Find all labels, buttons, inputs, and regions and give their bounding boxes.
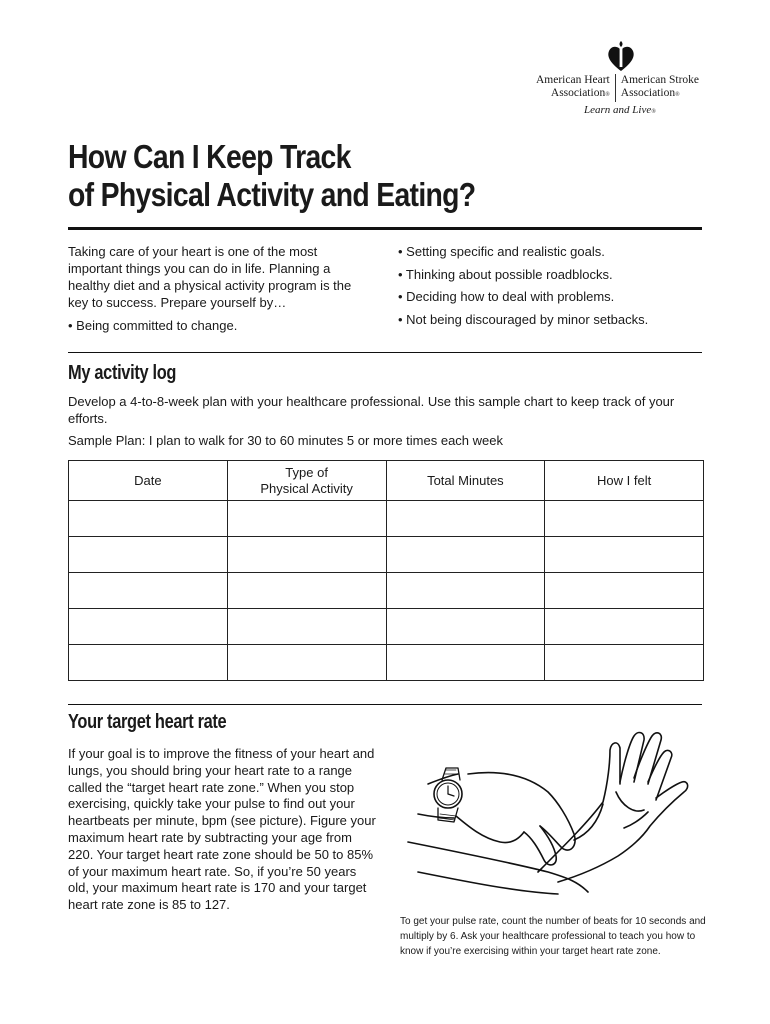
title-line-2: of Physical Activity and Eating? <box>68 176 476 213</box>
table-row <box>69 573 704 609</box>
table-cell[interactable] <box>545 573 704 609</box>
activity-log-description: Develop a 4-to-8-week plan with your healthcare professional. Use this sample chart to keep track of your efforts. <box>68 394 675 426</box>
table-row <box>69 645 704 681</box>
column-header-how-i-felt: How I felt <box>545 461 704 501</box>
org1-line2: Association <box>550 87 606 99</box>
table-cell[interactable] <box>69 501 228 537</box>
intro-bullet: • Thinking about possible roadblocks. <box>398 266 613 282</box>
activity-log-text <box>68 393 708 454</box>
table-cell[interactable] <box>386 645 545 681</box>
activity-log-heading: My activity log <box>68 362 177 384</box>
table-cell[interactable] <box>386 573 545 609</box>
intro-bullet: • Deciding how to deal with problems. <box>398 289 615 304</box>
page-title <box>68 138 475 214</box>
logo-tagline: Learn and Live <box>584 104 652 116</box>
table-cell[interactable] <box>69 537 228 573</box>
table-row <box>69 537 704 573</box>
org1-line1: American Heart <box>536 74 610 86</box>
table-row <box>69 501 704 537</box>
table-cell[interactable] <box>69 609 228 645</box>
table-cell[interactable] <box>545 609 704 645</box>
table-cell[interactable] <box>227 573 386 609</box>
title-divider <box>68 227 702 230</box>
org2-line2: Association <box>620 87 676 99</box>
table-cell[interactable] <box>69 645 228 681</box>
sample-plan: Sample Plan: I plan to walk for 30 to 60 minutes 5 or more times each week <box>68 433 503 448</box>
intro-bullet: • Setting specific and realistic goals. <box>398 244 605 259</box>
intro-bullet: • Not being discouraged by minor setbacks. <box>398 311 649 327</box>
table-cell[interactable] <box>227 501 386 537</box>
table-row <box>69 609 704 645</box>
section-divider <box>68 352 702 353</box>
wrist-pulse-check-icon <box>398 722 718 912</box>
table-cell[interactable] <box>386 609 545 645</box>
table-cell[interactable] <box>227 645 386 681</box>
intro-right-column <box>398 243 698 333</box>
aha-asa-logo: American Heart Association® American Stroke Association® Learn and Live® <box>536 40 716 120</box>
table-cell[interactable] <box>69 573 228 609</box>
activity-log-table <box>68 460 704 681</box>
title-line-1: How Can I Keep Track <box>68 138 351 175</box>
target-heart-rate-text: If your goal is to improve the fitness of your heart and lungs, you should bring your heart rate to a range called the “target heart rate zone.” When you stop exercising, quickly take your pulse to find out your heartbeats per minute, bpm (see picture). Figure your maximum heart rate by subtracting your age from 220. Your target heart rate zone should be 50 to 85% of your maximum heart rate. So, if you’re 50 years old, your maximum heart rate is 170 and your target heart rate zone is 85 to 127. <box>68 746 376 913</box>
target-heart-rate-heading: Your target heart rate <box>68 711 227 733</box>
table-cell[interactable] <box>227 537 386 573</box>
table-cell[interactable] <box>386 537 545 573</box>
section-divider <box>68 704 702 705</box>
intro-paragraph: Taking care of your heart is one of the most important things you can do in life. Planning a healthy diet and a physical activity program is the key to success. Prepare yourself by… <box>68 244 352 310</box>
column-header-total-minutes: Total Minutes <box>386 461 545 501</box>
table-cell[interactable] <box>227 609 386 645</box>
table-header-row <box>69 461 704 501</box>
table-cell[interactable] <box>386 501 545 537</box>
org2-line1: American Stroke <box>620 74 700 86</box>
torch-heart-logo-icon <box>606 40 636 74</box>
illustration-caption: To get your pulse rate, count the number of beats for 10 seconds and multiply by 6. Ask your healthcare professional to teach you how to know if you’re exercising within your target heart rate zone. <box>400 916 706 957</box>
table-cell[interactable] <box>545 537 704 573</box>
column-header-date: Date <box>69 461 228 501</box>
intro-left-column <box>68 243 368 340</box>
column-header-type: Type of Physical Activity <box>227 461 386 501</box>
intro-bullet: • Being committed to change. <box>68 318 238 333</box>
table-cell[interactable] <box>545 501 704 537</box>
table-cell[interactable] <box>545 645 704 681</box>
